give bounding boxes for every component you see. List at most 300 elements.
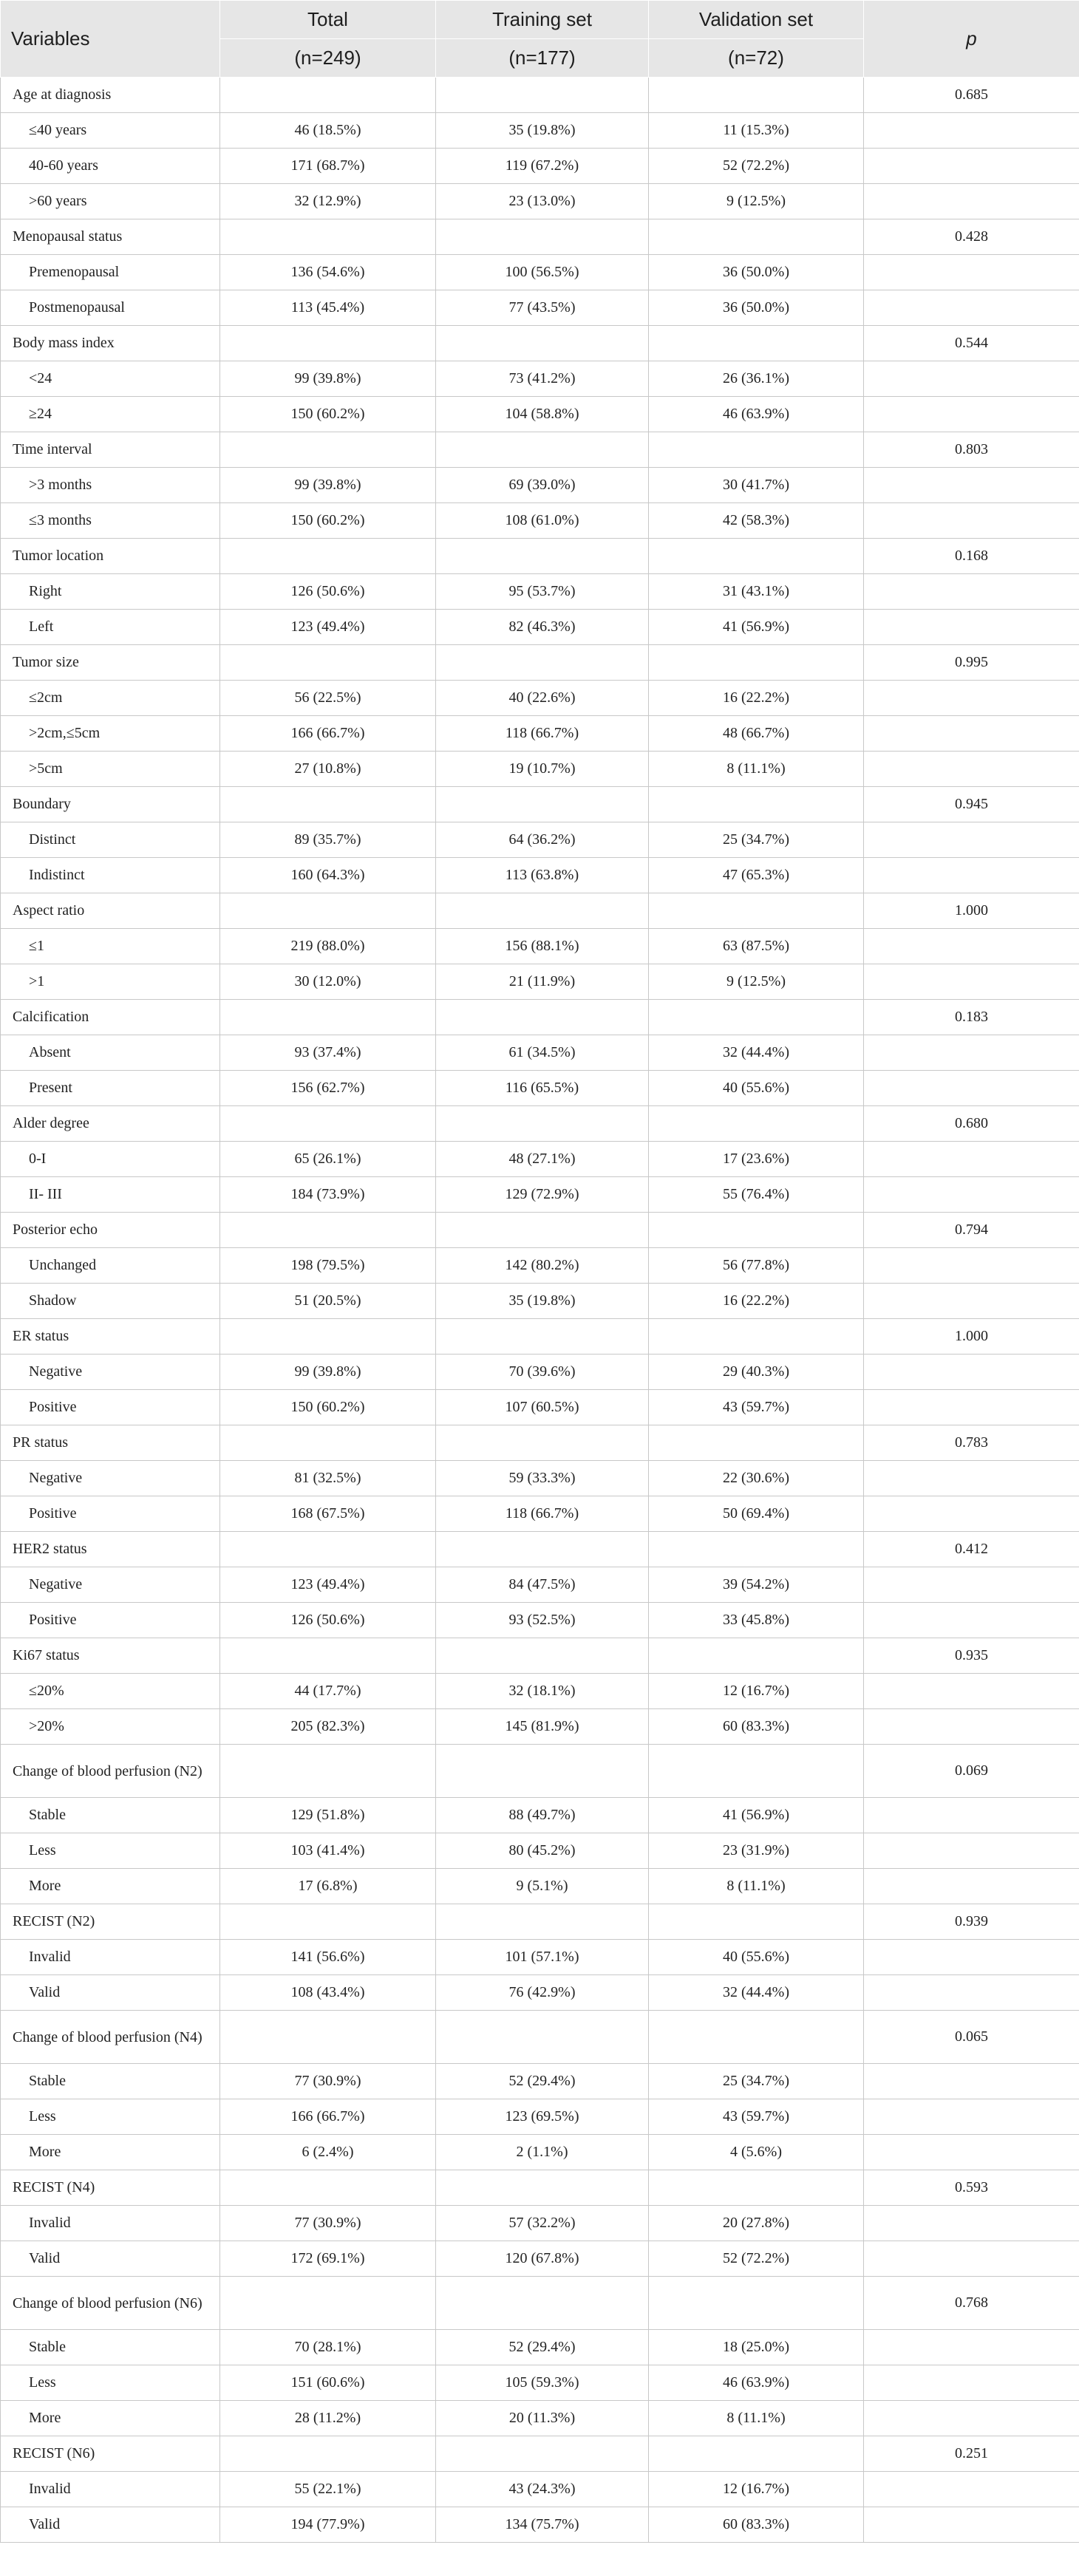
training-value: 40 (22.6%) (436, 681, 649, 716)
table-row (1, 255, 1079, 290)
category-label: <24 (1, 361, 220, 397)
group-row (1, 1638, 1079, 1674)
empty-cell (436, 1745, 649, 1798)
empty-cell (220, 1532, 436, 1567)
empty-cell (436, 1319, 649, 1355)
training-value: 104 (58.8%) (436, 397, 649, 432)
validation-value: 47 (65.3%) (649, 858, 864, 893)
empty-cell (649, 787, 864, 822)
training-value: 95 (53.7%) (436, 574, 649, 610)
group-label: Body mass index (1, 326, 220, 361)
empty-cell (864, 858, 1079, 893)
empty-cell (864, 1177, 1079, 1213)
group-label: Change of blood perfusion (N6) (1, 2277, 220, 2330)
p-value: 0.935 (864, 1638, 1079, 1674)
empty-cell (649, 2170, 864, 2206)
group-label: Change of blood perfusion (N4) (1, 2011, 220, 2064)
p-value: 0.939 (864, 1904, 1079, 1940)
validation-value: 41 (56.9%) (649, 1798, 864, 1833)
header-training: Training set (436, 1, 649, 39)
empty-cell (864, 716, 1079, 752)
empty-cell (864, 2206, 1079, 2241)
empty-cell (649, 1745, 864, 1798)
training-value: 84 (47.5%) (436, 1567, 649, 1603)
table-row (1, 681, 1079, 716)
training-value: 93 (52.5%) (436, 1603, 649, 1638)
table-row (1, 1390, 1079, 1425)
training-value: 113 (63.8%) (436, 858, 649, 893)
table-row (1, 113, 1079, 149)
table-row (1, 1035, 1079, 1071)
empty-cell (436, 1904, 649, 1940)
table-row (1, 2365, 1079, 2401)
category-label: Premenopausal (1, 255, 220, 290)
total-value: 166 (66.7%) (220, 2099, 436, 2135)
group-label: RECIST (N6) (1, 2436, 220, 2472)
category-label: ≥24 (1, 397, 220, 432)
training-value: 120 (67.8%) (436, 2241, 649, 2277)
category-label: Negative (1, 1567, 220, 1603)
validation-value: 63 (87.5%) (649, 929, 864, 964)
empty-cell (436, 539, 649, 574)
validation-value: 30 (41.7%) (649, 468, 864, 503)
empty-cell (864, 149, 1079, 184)
table-row (1, 1869, 1079, 1904)
empty-cell (649, 78, 864, 113)
group-label: Alder degree (1, 1106, 220, 1142)
header-total-n: (n=249) (220, 39, 436, 78)
empty-cell (864, 1496, 1079, 1532)
p-value: 0.680 (864, 1106, 1079, 1142)
total-value: 28 (11.2%) (220, 2401, 436, 2436)
table-row (1, 574, 1079, 610)
validation-value: 26 (36.1%) (649, 361, 864, 397)
table-row (1, 184, 1079, 219)
validation-value: 22 (30.6%) (649, 1461, 864, 1496)
empty-cell (864, 964, 1079, 1000)
validation-value: 12 (16.7%) (649, 1674, 864, 1709)
empty-cell (864, 2135, 1079, 2170)
table-row (1, 1142, 1079, 1177)
empty-cell (649, 1106, 864, 1142)
validation-value: 17 (23.6%) (649, 1142, 864, 1177)
category-label: 0-I (1, 1142, 220, 1177)
total-value: 55 (22.1%) (220, 2472, 436, 2507)
empty-cell (436, 787, 649, 822)
training-value: 20 (11.3%) (436, 2401, 649, 2436)
validation-value: 4 (5.6%) (649, 2135, 864, 2170)
total-value: 184 (73.9%) (220, 1177, 436, 1213)
validation-value: 32 (44.4%) (649, 1975, 864, 2011)
category-label: More (1, 2401, 220, 2436)
category-label: Less (1, 1833, 220, 1869)
validation-value: 52 (72.2%) (649, 149, 864, 184)
table-row (1, 1248, 1079, 1284)
p-value: 0.593 (864, 2170, 1079, 2206)
group-label: RECIST (N4) (1, 2170, 220, 2206)
training-value: 119 (67.2%) (436, 149, 649, 184)
group-row (1, 539, 1079, 574)
group-label: HER2 status (1, 1532, 220, 1567)
empty-cell (864, 1071, 1079, 1106)
empty-cell (649, 1213, 864, 1248)
table-row (1, 2206, 1079, 2241)
total-value: 99 (39.8%) (220, 1355, 436, 1390)
p-value: 0.544 (864, 326, 1079, 361)
training-value: 107 (60.5%) (436, 1390, 649, 1425)
table-row (1, 610, 1079, 645)
training-value: 32 (18.1%) (436, 1674, 649, 1709)
validation-value: 9 (12.5%) (649, 184, 864, 219)
p-value: 1.000 (864, 893, 1079, 929)
validation-value: 52 (72.2%) (649, 2241, 864, 2277)
total-value: 103 (41.4%) (220, 1833, 436, 1869)
table-row (1, 822, 1079, 858)
total-value: 77 (30.9%) (220, 2206, 436, 2241)
total-value: 99 (39.8%) (220, 468, 436, 503)
empty-cell (220, 1904, 436, 1940)
group-label: PR status (1, 1425, 220, 1461)
training-value: 21 (11.9%) (436, 964, 649, 1000)
validation-value: 55 (76.4%) (649, 1177, 864, 1213)
table-row (1, 1940, 1079, 1975)
training-value: 108 (61.0%) (436, 503, 649, 539)
validation-value: 46 (63.9%) (649, 397, 864, 432)
table-row (1, 2507, 1079, 2543)
group-row (1, 645, 1079, 681)
empty-cell (864, 468, 1079, 503)
group-row (1, 219, 1079, 255)
empty-cell (220, 1213, 436, 1248)
validation-value: 43 (59.7%) (649, 2099, 864, 2135)
total-value: 171 (68.7%) (220, 149, 436, 184)
p-value: 0.183 (864, 1000, 1079, 1035)
group-label: RECIST (N2) (1, 1904, 220, 1940)
empty-cell (220, 2436, 436, 2472)
training-value: 76 (42.9%) (436, 1975, 649, 2011)
total-value: 17 (6.8%) (220, 1869, 436, 1904)
validation-value: 48 (66.7%) (649, 716, 864, 752)
empty-cell (864, 1355, 1079, 1390)
category-label: ≤2cm (1, 681, 220, 716)
total-value: 156 (62.7%) (220, 1071, 436, 1106)
training-value: 73 (41.2%) (436, 361, 649, 397)
empty-cell (864, 2064, 1079, 2099)
empty-cell (436, 2277, 649, 2330)
empty-cell (436, 326, 649, 361)
validation-value: 8 (11.1%) (649, 2401, 864, 2436)
category-label: Negative (1, 1355, 220, 1390)
training-value: 43 (24.3%) (436, 2472, 649, 2507)
group-label: Tumor size (1, 645, 220, 681)
validation-value: 56 (77.8%) (649, 1248, 864, 1284)
empty-cell (864, 2099, 1079, 2135)
category-label: >1 (1, 964, 220, 1000)
training-value: 9 (5.1%) (436, 1869, 649, 1904)
empty-cell (436, 1000, 649, 1035)
category-label: Absent (1, 1035, 220, 1071)
validation-value: 33 (45.8%) (649, 1603, 864, 1638)
training-value: 118 (66.7%) (436, 1496, 649, 1532)
p-value: 0.945 (864, 787, 1079, 822)
empty-cell (864, 752, 1079, 787)
category-label: Positive (1, 1496, 220, 1532)
empty-cell (220, 1106, 436, 1142)
total-value: 81 (32.5%) (220, 1461, 436, 1496)
category-label: II- III (1, 1177, 220, 1213)
table-row (1, 858, 1079, 893)
category-label: Valid (1, 1975, 220, 2011)
group-row (1, 1532, 1079, 1567)
p-value: 0.251 (864, 2436, 1079, 2472)
p-value: 0.412 (864, 1532, 1079, 1567)
validation-value: 43 (59.7%) (649, 1390, 864, 1425)
group-label: Age at diagnosis (1, 78, 220, 113)
validation-value: 8 (11.1%) (649, 752, 864, 787)
group-row (1, 326, 1079, 361)
validation-value: 29 (40.3%) (649, 1355, 864, 1390)
category-label: >3 months (1, 468, 220, 503)
empty-cell (864, 1709, 1079, 1745)
group-row (1, 432, 1079, 468)
total-value: 166 (66.7%) (220, 716, 436, 752)
training-value: 70 (39.6%) (436, 1355, 649, 1390)
empty-cell (649, 539, 864, 574)
group-row (1, 1425, 1079, 1461)
group-row (1, 1904, 1079, 1940)
empty-cell (220, 1000, 436, 1035)
total-value: 150 (60.2%) (220, 397, 436, 432)
empty-cell (864, 1035, 1079, 1071)
header-training-n: (n=177) (436, 39, 649, 78)
empty-cell (436, 219, 649, 255)
total-value: 51 (20.5%) (220, 1284, 436, 1319)
empty-cell (220, 2277, 436, 2330)
table-row (1, 1071, 1079, 1106)
total-value: 108 (43.4%) (220, 1975, 436, 2011)
validation-value: 23 (31.9%) (649, 1833, 864, 1869)
total-value: 205 (82.3%) (220, 1709, 436, 1745)
empty-cell (220, 1319, 436, 1355)
table-row (1, 2472, 1079, 2507)
validation-value: 36 (50.0%) (649, 255, 864, 290)
empty-cell (649, 432, 864, 468)
training-value: 129 (72.9%) (436, 1177, 649, 1213)
category-label: Present (1, 1071, 220, 1106)
training-value: 123 (69.5%) (436, 2099, 649, 2135)
category-label: ≤40 years (1, 113, 220, 149)
total-value: 44 (17.7%) (220, 1674, 436, 1709)
category-label: Positive (1, 1603, 220, 1638)
empty-cell (220, 645, 436, 681)
table-row (1, 2241, 1079, 2277)
group-row (1, 787, 1079, 822)
table-row (1, 503, 1079, 539)
validation-value: 41 (56.9%) (649, 610, 864, 645)
group-row (1, 78, 1079, 113)
total-value: 129 (51.8%) (220, 1798, 436, 1833)
table-row (1, 361, 1079, 397)
empty-cell (864, 929, 1079, 964)
category-label: Postmenopausal (1, 290, 220, 326)
total-value: 123 (49.4%) (220, 1567, 436, 1603)
group-row (1, 2277, 1079, 2330)
total-value: 70 (28.1%) (220, 2330, 436, 2365)
category-label: Invalid (1, 2472, 220, 2507)
empty-cell (864, 1390, 1079, 1425)
group-row (1, 1745, 1079, 1798)
category-label: Less (1, 2365, 220, 2401)
category-label: Valid (1, 2507, 220, 2543)
training-value: 88 (49.7%) (436, 1798, 649, 1833)
table-row (1, 964, 1079, 1000)
total-value: 168 (67.5%) (220, 1496, 436, 1532)
empty-cell (220, 1745, 436, 1798)
empty-cell (220, 893, 436, 929)
group-label: Calcification (1, 1000, 220, 1035)
total-value: 160 (64.3%) (220, 858, 436, 893)
table-row (1, 1833, 1079, 1869)
empty-cell (649, 2277, 864, 2330)
training-value: 61 (34.5%) (436, 1035, 649, 1071)
empty-cell (436, 1425, 649, 1461)
header-validation: Validation set (649, 1, 864, 39)
empty-cell (864, 2401, 1079, 2436)
table-row (1, 929, 1079, 964)
empty-cell (436, 1638, 649, 1674)
validation-value: 11 (15.3%) (649, 113, 864, 149)
total-value: 126 (50.6%) (220, 574, 436, 610)
category-label: Negative (1, 1461, 220, 1496)
empty-cell (220, 1425, 436, 1461)
training-value: 35 (19.8%) (436, 1284, 649, 1319)
total-value: 136 (54.6%) (220, 255, 436, 290)
category-label: Shadow (1, 1284, 220, 1319)
header-variables: Variables (1, 1, 220, 78)
table-row (1, 290, 1079, 326)
validation-value: 25 (34.7%) (649, 2064, 864, 2099)
total-value: 56 (22.5%) (220, 681, 436, 716)
validation-value: 31 (43.1%) (649, 574, 864, 610)
p-value: 0.768 (864, 2277, 1079, 2330)
training-value: 2 (1.1%) (436, 2135, 649, 2170)
training-value: 156 (88.1%) (436, 929, 649, 964)
training-value: 35 (19.8%) (436, 113, 649, 149)
empty-cell (864, 1603, 1079, 1638)
table-row (1, 1177, 1079, 1213)
validation-value: 50 (69.4%) (649, 1496, 864, 1532)
empty-cell (649, 645, 864, 681)
empty-cell (220, 219, 436, 255)
empty-cell (649, 1000, 864, 1035)
validation-value: 25 (34.7%) (649, 822, 864, 858)
empty-cell (220, 2011, 436, 2064)
empty-cell (436, 2011, 649, 2064)
category-label: 40-60 years (1, 149, 220, 184)
header-total: Total (220, 1, 436, 39)
category-label: Stable (1, 2064, 220, 2099)
group-label: Tumor location (1, 539, 220, 574)
empty-cell (864, 574, 1079, 610)
table-row (1, 1461, 1079, 1496)
empty-cell (220, 326, 436, 361)
table-row (1, 752, 1079, 787)
empty-cell (436, 1106, 649, 1142)
empty-cell (864, 1142, 1079, 1177)
empty-cell (864, 397, 1079, 432)
total-value: 65 (26.1%) (220, 1142, 436, 1177)
group-label: Time interval (1, 432, 220, 468)
table-row (1, 2330, 1079, 2365)
table-row (1, 1975, 1079, 2011)
category-label: Indistinct (1, 858, 220, 893)
empty-cell (864, 610, 1079, 645)
category-label: >60 years (1, 184, 220, 219)
category-label: More (1, 2135, 220, 2170)
validation-value: 46 (63.9%) (649, 2365, 864, 2401)
empty-cell (220, 78, 436, 113)
category-label: Stable (1, 1798, 220, 1833)
empty-cell (220, 2170, 436, 2206)
empty-cell (864, 113, 1079, 149)
empty-cell (864, 2472, 1079, 2507)
table-row (1, 1567, 1079, 1603)
empty-cell (649, 1532, 864, 1567)
group-row (1, 2436, 1079, 2472)
total-value: 113 (45.4%) (220, 290, 436, 326)
category-label: Stable (1, 2330, 220, 2365)
table-row (1, 2099, 1079, 2135)
empty-cell (864, 1833, 1079, 1869)
training-value: 64 (36.2%) (436, 822, 649, 858)
table-row (1, 149, 1079, 184)
category-label: ≤20% (1, 1674, 220, 1709)
total-value: 6 (2.4%) (220, 2135, 436, 2170)
empty-cell (649, 1638, 864, 1674)
table-row (1, 2401, 1079, 2436)
validation-value: 40 (55.6%) (649, 1940, 864, 1975)
table-row (1, 1284, 1079, 1319)
category-label: Positive (1, 1390, 220, 1425)
total-value: 150 (60.2%) (220, 503, 436, 539)
p-value: 0.069 (864, 1745, 1079, 1798)
total-value: 194 (77.9%) (220, 2507, 436, 2543)
training-value: 134 (75.7%) (436, 2507, 649, 2543)
group-row (1, 893, 1079, 929)
empty-cell (864, 1461, 1079, 1496)
category-label: Right (1, 574, 220, 610)
table-body (1, 78, 1079, 2543)
empty-cell (864, 255, 1079, 290)
group-label: Boundary (1, 787, 220, 822)
p-value: 0.168 (864, 539, 1079, 574)
total-value: 99 (39.8%) (220, 361, 436, 397)
table-row (1, 1709, 1079, 1745)
empty-cell (864, 1248, 1079, 1284)
total-value: 89 (35.7%) (220, 822, 436, 858)
empty-cell (649, 2436, 864, 2472)
p-value: 0.428 (864, 219, 1079, 255)
empty-cell (436, 1213, 649, 1248)
total-value: 151 (60.6%) (220, 2365, 436, 2401)
group-row (1, 2011, 1079, 2064)
empty-cell (864, 2241, 1079, 2277)
total-value: 141 (56.6%) (220, 1940, 436, 1975)
empty-cell (864, 503, 1079, 539)
training-value: 116 (65.5%) (436, 1071, 649, 1106)
training-value: 23 (13.0%) (436, 184, 649, 219)
training-value: 52 (29.4%) (436, 2330, 649, 2365)
